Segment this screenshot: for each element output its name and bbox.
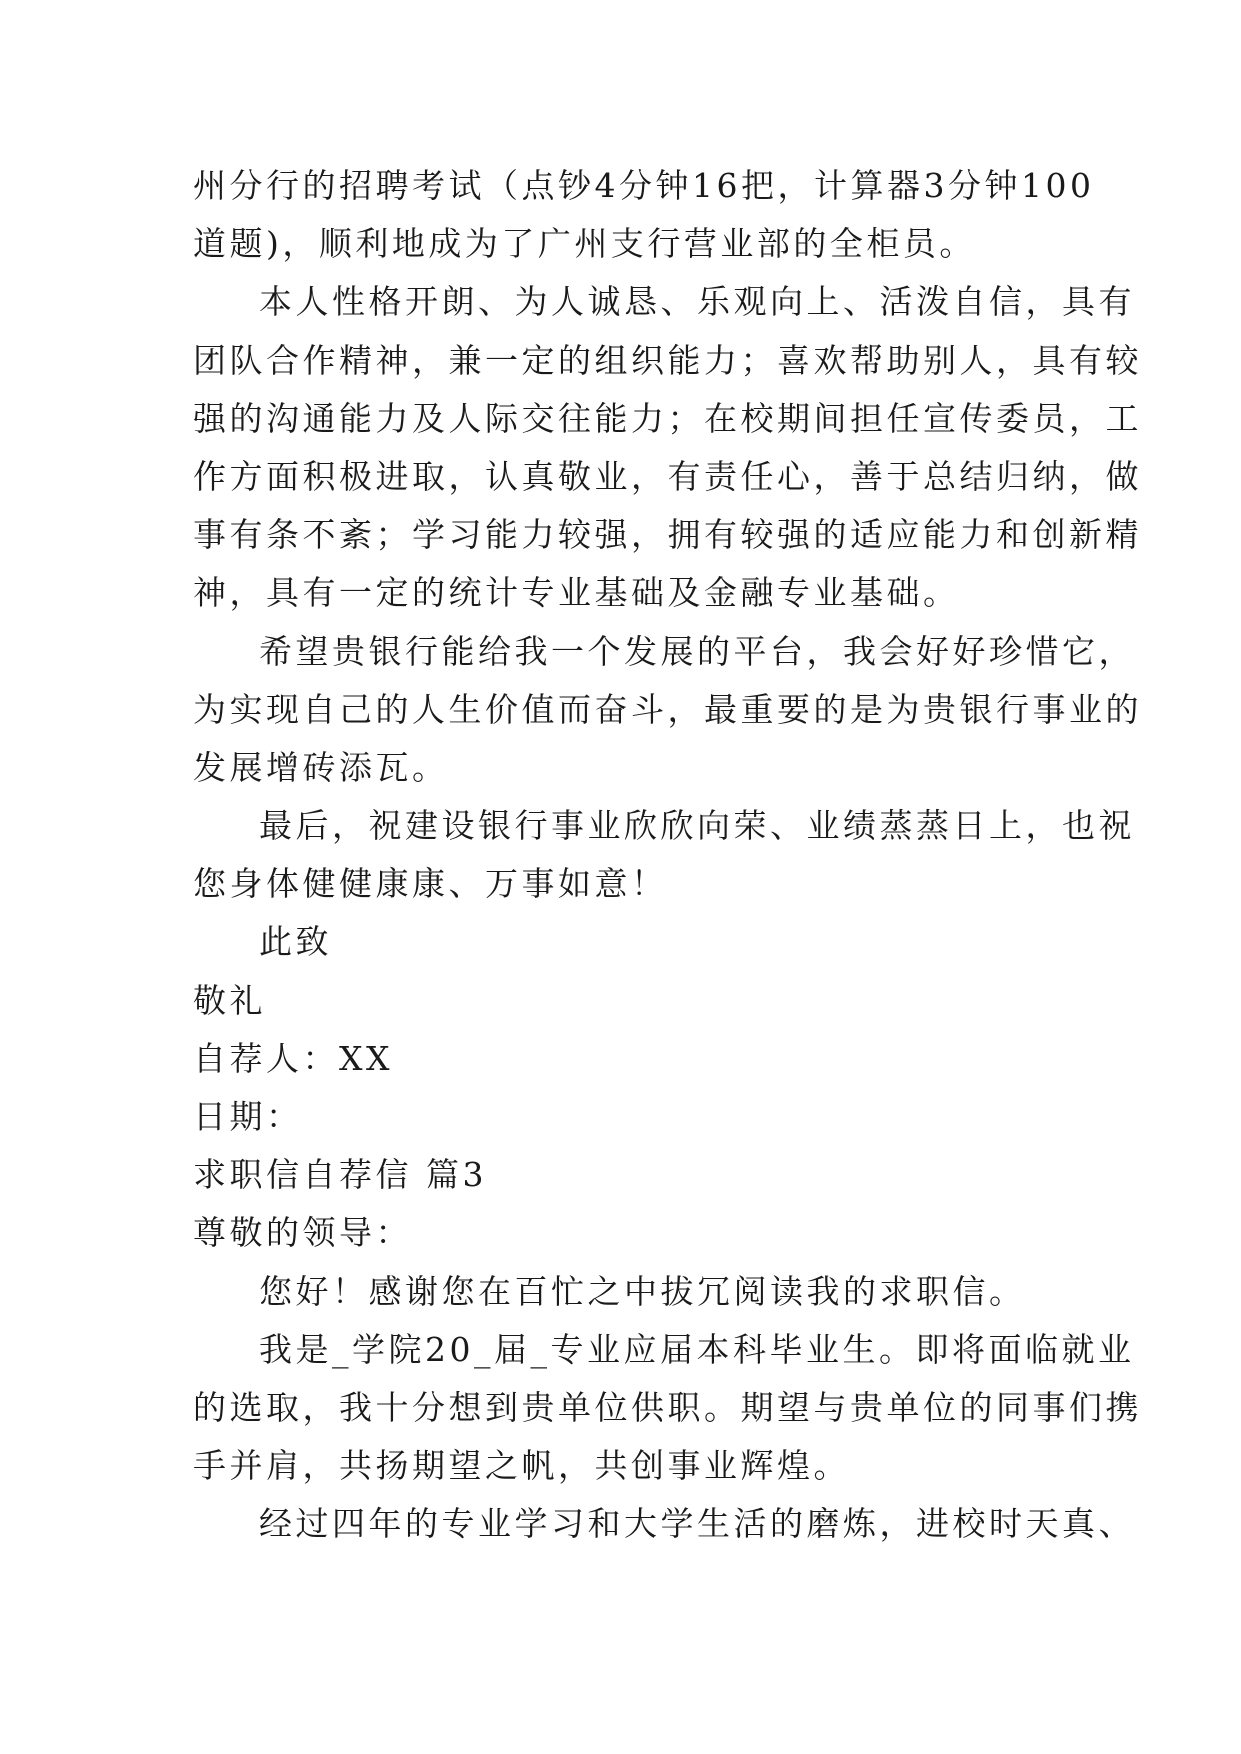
greeting-line: 尊敬的领导： xyxy=(193,1213,412,1253)
text-line: 为实现自己的人生价值而奋斗，最重要的是为贵银行事业的 xyxy=(193,689,1142,729)
text-line: 作方面积极进取，认真敬业，有责任心，善于总结归纳，做 xyxy=(193,456,1142,496)
text-line: 州分行的招聘考试（点钞4分钟16把，计算器3分钟100 xyxy=(193,166,1095,205)
closing-salutation: 此致 xyxy=(259,922,332,962)
text-line: 神，具有一定的统计专业基础及金融专业基础。 xyxy=(193,573,960,613)
text-line: 您好！感谢您在百忙之中拔冗阅读我的求职信。 xyxy=(259,1271,1026,1311)
text-line: 希望贵银行能给我一个发展的平台，我会好好珍惜它， xyxy=(259,631,1135,671)
text-line: 发展增砖添瓦。 xyxy=(193,747,449,787)
text-line: 本人性格开朗、为人诚恳、乐观向上、活泼自信，具有 xyxy=(259,282,1135,322)
text-line: 您身体健健康康、万事如意！ xyxy=(193,864,668,904)
text-line: 道题)，顺利地成为了广州支行营业部的全柜员。 xyxy=(193,224,976,264)
text-line: 强的沟通能力及人际交往能力；在校期间担任宣传委员，工 xyxy=(193,398,1142,438)
text-line: 经过四年的专业学习和大学生活的磨炼，进校时天真、 xyxy=(259,1504,1135,1544)
date-line: 日期： xyxy=(193,1097,303,1136)
text-line: 团队合作精神，兼一定的组织能力；喜欢帮助别人，具有较 xyxy=(193,340,1142,380)
text-line: 手并肩，共扬期望之帆，共创事业辉煌。 xyxy=(193,1446,850,1486)
signature-line: 自荐人：XX xyxy=(193,1038,393,1078)
text-line: 最后，祝建设银行事业欣欣向荣、业绩蒸蒸日上，也祝 xyxy=(259,806,1135,846)
section-title: 求职信自荐信 篇3 xyxy=(193,1155,487,1195)
text-line: 事有条不紊；学习能力较强，拥有较强的适应能力和创新精 xyxy=(193,515,1142,555)
text-line: 的选取，我十分想到贵单位供职。期望与贵单位的同事们携 xyxy=(193,1387,1142,1427)
text-line: 我是_学院20_届_专业应届本科毕业生。即将面临就业 xyxy=(259,1329,1135,1369)
letter-body xyxy=(193,157,1142,1554)
closing-respect: 敬礼 xyxy=(193,980,266,1020)
